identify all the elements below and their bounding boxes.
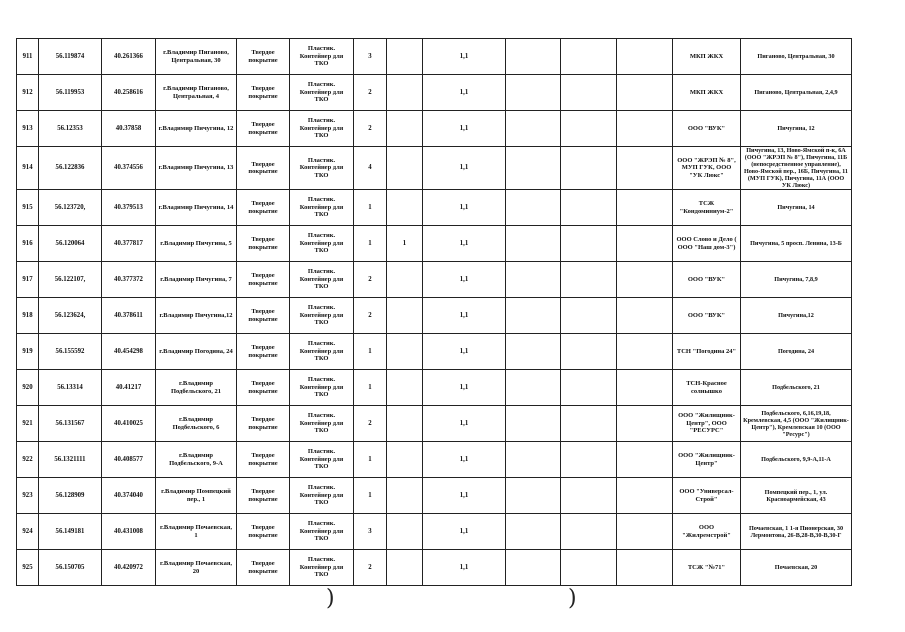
- surface-type: Твердое покрытие: [237, 442, 290, 478]
- latitude: 56.13314: [39, 370, 102, 406]
- table-row: [17, 478, 852, 514]
- surface-type: Твердое покрытие: [237, 262, 290, 298]
- surface-type: Твердое покрытие: [237, 478, 290, 514]
- served-addresses: Пичугина, 13, Ново-Ямской п-к, 6А (ООО "ЖРЭП № 8"), Пичугина, 11Б (непосредственное управление), Ново-Ямской пер., 16Б, Пичугина, 11 (МУП ГУК), Пичугина, 11А (ООО УК Люкс): [741, 147, 852, 190]
- served-addresses: Пичугина,12: [741, 298, 852, 334]
- latitude: 56.122836: [39, 147, 102, 190]
- empty-cell-b: [561, 75, 617, 111]
- longitude: 40.261366: [102, 39, 156, 75]
- latitude: 56.1321111: [39, 442, 102, 478]
- container-type: Пластик. Контейнер для ТКО: [290, 39, 354, 75]
- extra-count: [387, 262, 423, 298]
- empty-cell-c: [617, 478, 673, 514]
- extra-count: [387, 39, 423, 75]
- served-addresses: Пиганово, Центральная, 30: [741, 39, 852, 75]
- table-row: [17, 370, 852, 406]
- container-volume: 1,1: [423, 190, 506, 226]
- managing-organization: ООО "ВУК": [673, 298, 741, 334]
- longitude: 40.37858: [102, 111, 156, 147]
- empty-cell-b: [561, 190, 617, 226]
- container-volume: 1,1: [423, 406, 506, 442]
- managing-organization: ООО "Универсал-Строй": [673, 478, 741, 514]
- managing-organization: ООО "Жилищник-Центр": [673, 442, 741, 478]
- managing-organization: ТСН "Погодина 24": [673, 334, 741, 370]
- row-number: 916: [17, 226, 39, 262]
- empty-cell-c: [617, 226, 673, 262]
- empty-cell-b: [561, 514, 617, 550]
- site-address: г.Владимир Почаевская, 1: [156, 514, 237, 550]
- binding-mark-right: ): [568, 586, 577, 611]
- container-volume: 1,1: [423, 75, 506, 111]
- surface-type: Твердое покрытие: [237, 406, 290, 442]
- container-type: Пластик. Контейнер для ТКО: [290, 406, 354, 442]
- table-row: [17, 39, 852, 75]
- longitude: 40.454298: [102, 334, 156, 370]
- row-number: 924: [17, 514, 39, 550]
- empty-cell-b: [561, 39, 617, 75]
- container-count: 2: [354, 111, 387, 147]
- longitude: 40.374556: [102, 147, 156, 190]
- row-number: 920: [17, 370, 39, 406]
- managing-organization: МКП ЖКХ: [673, 39, 741, 75]
- container-count: 2: [354, 262, 387, 298]
- managing-organization: ООО "ЖРЭП № 8", МУП ГУК, ООО "УК Люкс": [673, 147, 741, 190]
- empty-cell-c: [617, 406, 673, 442]
- empty-cell-c: [617, 262, 673, 298]
- managing-organization: ООО Слово и Дело ( ООО "Наш дом-3"): [673, 226, 741, 262]
- latitude: 56.123624,: [39, 298, 102, 334]
- container-volume: 1,1: [423, 111, 506, 147]
- empty-cell-a: [506, 75, 561, 111]
- row-number: 913: [17, 111, 39, 147]
- longitude: 40.431008: [102, 514, 156, 550]
- empty-cell-b: [561, 370, 617, 406]
- table-row: [17, 442, 852, 478]
- empty-cell-a: [506, 550, 561, 586]
- longitude: 40.258616: [102, 75, 156, 111]
- empty-cell-a: [506, 514, 561, 550]
- row-number: 919: [17, 334, 39, 370]
- registry-table: [16, 38, 852, 586]
- container-type: Пластик. Контейнер для ТКО: [290, 147, 354, 190]
- empty-cell-a: [506, 226, 561, 262]
- empty-cell-c: [617, 442, 673, 478]
- registry-rows: [17, 39, 852, 586]
- managing-organization: ООО "ВУК": [673, 111, 741, 147]
- site-address: г.Владимир Пичугина,12: [156, 298, 237, 334]
- row-number: 918: [17, 298, 39, 334]
- container-type: Пластик. Контейнер для ТКО: [290, 262, 354, 298]
- container-count: 2: [354, 298, 387, 334]
- site-address: г.Владимир Подбельского, 9-А: [156, 442, 237, 478]
- extra-count: [387, 442, 423, 478]
- site-address: г.Владимир Подбельского, 6: [156, 406, 237, 442]
- row-number: 917: [17, 262, 39, 298]
- empty-cell-a: [506, 406, 561, 442]
- container-count: 1: [354, 190, 387, 226]
- site-address: г.Владимир Пичугина, 14: [156, 190, 237, 226]
- empty-cell-c: [617, 39, 673, 75]
- container-type: Пластик. Контейнер для ТКО: [290, 334, 354, 370]
- latitude: 56.131567: [39, 406, 102, 442]
- managing-organization: МКП ЖКХ: [673, 75, 741, 111]
- longitude: 40.408577: [102, 442, 156, 478]
- empty-cell-a: [506, 370, 561, 406]
- site-address: г.Владимир Пиганово, Центральная, 4: [156, 75, 237, 111]
- table-row: [17, 190, 852, 226]
- longitude: 40.378611: [102, 298, 156, 334]
- container-count: 1: [354, 442, 387, 478]
- table-row: [17, 406, 852, 442]
- binding-mark-left: ): [326, 586, 335, 611]
- served-addresses: Пиганово, Центральная, 2,4,9: [741, 75, 852, 111]
- container-type: Пластик. Контейнер для ТКО: [290, 298, 354, 334]
- container-volume: 1,1: [423, 226, 506, 262]
- empty-cell-b: [561, 334, 617, 370]
- extra-count: [387, 111, 423, 147]
- table-row: [17, 147, 852, 190]
- latitude: 56.123720,: [39, 190, 102, 226]
- row-number: 922: [17, 442, 39, 478]
- table-row: [17, 262, 852, 298]
- container-count: 1: [354, 334, 387, 370]
- empty-cell-a: [506, 262, 561, 298]
- surface-type: Твердое покрытие: [237, 147, 290, 190]
- row-number: 921: [17, 406, 39, 442]
- container-type: Пластик. Контейнер для ТКО: [290, 478, 354, 514]
- empty-cell-b: [561, 147, 617, 190]
- surface-type: Твердое покрытие: [237, 190, 290, 226]
- longitude: 40.420972: [102, 550, 156, 586]
- extra-count: [387, 298, 423, 334]
- extra-count: [387, 147, 423, 190]
- surface-type: Твердое покрытие: [237, 111, 290, 147]
- managing-organization: ООО "Жилремстрой": [673, 514, 741, 550]
- empty-cell-c: [617, 75, 673, 111]
- served-addresses: Пичугина, 14: [741, 190, 852, 226]
- container-count: 1: [354, 478, 387, 514]
- surface-type: Твердое покрытие: [237, 298, 290, 334]
- latitude: 56.122107,: [39, 262, 102, 298]
- empty-cell-c: [617, 298, 673, 334]
- served-addresses: Пичугина, 12: [741, 111, 852, 147]
- longitude: 40.377372: [102, 262, 156, 298]
- container-volume: 1,1: [423, 550, 506, 586]
- row-number: 923: [17, 478, 39, 514]
- served-addresses: Пичугина, 5 просп. Ленина, 13-Б: [741, 226, 852, 262]
- site-address: г.Владимир Помпецкий пер., 1: [156, 478, 237, 514]
- container-type: Пластик. Контейнер для ТКО: [290, 111, 354, 147]
- container-count: 1: [354, 370, 387, 406]
- managing-organization: ТСН-Красное солнышко: [673, 370, 741, 406]
- empty-cell-c: [617, 334, 673, 370]
- empty-cell-a: [506, 111, 561, 147]
- empty-cell-b: [561, 262, 617, 298]
- row-number: 912: [17, 75, 39, 111]
- container-type: Пластик. Контейнер для ТКО: [290, 442, 354, 478]
- latitude: 56.119874: [39, 39, 102, 75]
- empty-cell-b: [561, 550, 617, 586]
- empty-cell-a: [506, 334, 561, 370]
- table-row: [17, 111, 852, 147]
- site-address: г.Владимир Погодина, 24: [156, 334, 237, 370]
- extra-count: [387, 514, 423, 550]
- row-number: 911: [17, 39, 39, 75]
- longitude: 40.379513: [102, 190, 156, 226]
- container-volume: 1,1: [423, 478, 506, 514]
- table-row: [17, 298, 852, 334]
- empty-cell-a: [506, 190, 561, 226]
- container-volume: 1,1: [423, 298, 506, 334]
- container-volume: 1,1: [423, 370, 506, 406]
- empty-cell-b: [561, 298, 617, 334]
- empty-cell-c: [617, 190, 673, 226]
- extra-count: [387, 406, 423, 442]
- latitude: 56.150705: [39, 550, 102, 586]
- extra-count: 1: [387, 226, 423, 262]
- container-type: Пластик. Контейнер для ТКО: [290, 370, 354, 406]
- container-count: 2: [354, 550, 387, 586]
- served-addresses: Подбельского, 21: [741, 370, 852, 406]
- container-volume: 1,1: [423, 39, 506, 75]
- empty-cell-c: [617, 370, 673, 406]
- extra-count: [387, 550, 423, 586]
- container-count: 2: [354, 406, 387, 442]
- empty-cell-c: [617, 550, 673, 586]
- longitude: 40.41217: [102, 370, 156, 406]
- served-addresses: Пичугина, 7,8,9: [741, 262, 852, 298]
- empty-cell-c: [617, 147, 673, 190]
- table-row: [17, 550, 852, 586]
- container-volume: 1,1: [423, 334, 506, 370]
- empty-cell-c: [617, 514, 673, 550]
- extra-count: [387, 334, 423, 370]
- empty-cell-a: [506, 298, 561, 334]
- row-number: 925: [17, 550, 39, 586]
- table-row: [17, 514, 852, 550]
- table-row: [17, 75, 852, 111]
- longitude: 40.410025: [102, 406, 156, 442]
- extra-count: [387, 370, 423, 406]
- surface-type: Твердое покрытие: [237, 334, 290, 370]
- container-type: Пластик. Контейнер для ТКО: [290, 550, 354, 586]
- empty-cell-b: [561, 478, 617, 514]
- site-address: г.Владимир Пичугина, 13: [156, 147, 237, 190]
- latitude: 56.120064: [39, 226, 102, 262]
- extra-count: [387, 478, 423, 514]
- container-volume: 1,1: [423, 514, 506, 550]
- surface-type: Твердое покрытие: [237, 39, 290, 75]
- managing-organization: ТСЖ "№71": [673, 550, 741, 586]
- table-row: [17, 334, 852, 370]
- served-addresses: Почаевская, 1 1-я Пионерская, 30 Лермонтова, 26-В,28-В,30-В,30-Г: [741, 514, 852, 550]
- container-count: 3: [354, 39, 387, 75]
- container-volume: 1,1: [423, 147, 506, 190]
- container-count: 3: [354, 514, 387, 550]
- surface-type: Твердое покрытие: [237, 75, 290, 111]
- latitude: 56.149181: [39, 514, 102, 550]
- container-volume: 1,1: [423, 262, 506, 298]
- managing-organization: ТСЖ "Кондоминиум-2": [673, 190, 741, 226]
- surface-type: Твердое покрытие: [237, 370, 290, 406]
- empty-cell-a: [506, 478, 561, 514]
- surface-type: Твердое покрытие: [237, 550, 290, 586]
- surface-type: Твердое покрытие: [237, 514, 290, 550]
- latitude: 56.155592: [39, 334, 102, 370]
- served-addresses: Почаевская, 20: [741, 550, 852, 586]
- site-address: г.Владимир Почаевская, 20: [156, 550, 237, 586]
- latitude: 56.119953: [39, 75, 102, 111]
- latitude: 56.12353: [39, 111, 102, 147]
- row-number: 914: [17, 147, 39, 190]
- empty-cell-a: [506, 442, 561, 478]
- container-type: Пластик. Контейнер для ТКО: [290, 75, 354, 111]
- container-count: 2: [354, 75, 387, 111]
- site-address: г.Владимир Пиганово, Центральная, 30: [156, 39, 237, 75]
- served-addresses: Погодина, 24: [741, 334, 852, 370]
- empty-cell-b: [561, 406, 617, 442]
- container-count: 4: [354, 147, 387, 190]
- site-address: г.Владимир Пичугина, 7: [156, 262, 237, 298]
- container-type: Пластик. Контейнер для ТКО: [290, 514, 354, 550]
- row-number: 915: [17, 190, 39, 226]
- empty-cell-a: [506, 147, 561, 190]
- empty-cell-b: [561, 442, 617, 478]
- served-addresses: Подбельского, 6,16,19,18, Кремлевская, 4,5 (ООО "Жилищник-Центр"), Кремлевская 10 (ООО "Ресурс"): [741, 406, 852, 442]
- extra-count: [387, 190, 423, 226]
- empty-cell-c: [617, 111, 673, 147]
- site-address: г.Владимир Подбельского, 21: [156, 370, 237, 406]
- empty-cell-a: [506, 39, 561, 75]
- longitude: 40.374040: [102, 478, 156, 514]
- served-addresses: Подбельского, 9,9-А,11-А: [741, 442, 852, 478]
- container-count: 1: [354, 226, 387, 262]
- managing-organization: ООО "ВУК": [673, 262, 741, 298]
- site-address: г.Владимир Пичугина, 5: [156, 226, 237, 262]
- site-address: г.Владимир Пичугина, 12: [156, 111, 237, 147]
- extra-count: [387, 75, 423, 111]
- longitude: 40.377817: [102, 226, 156, 262]
- empty-cell-b: [561, 226, 617, 262]
- managing-organization: ООО "Жилищник-Центр", ООО "РЕСУРС": [673, 406, 741, 442]
- container-volume: 1,1: [423, 442, 506, 478]
- served-addresses: Помпецкий пер., 1, ул. Красноармейская, 43: [741, 478, 852, 514]
- latitude: 56.128909: [39, 478, 102, 514]
- surface-type: Твердое покрытие: [237, 226, 290, 262]
- container-type: Пластик. Контейнер для ТКО: [290, 190, 354, 226]
- container-type: Пластик. Контейнер для ТКО: [290, 226, 354, 262]
- empty-cell-b: [561, 111, 617, 147]
- table-row: [17, 226, 852, 262]
